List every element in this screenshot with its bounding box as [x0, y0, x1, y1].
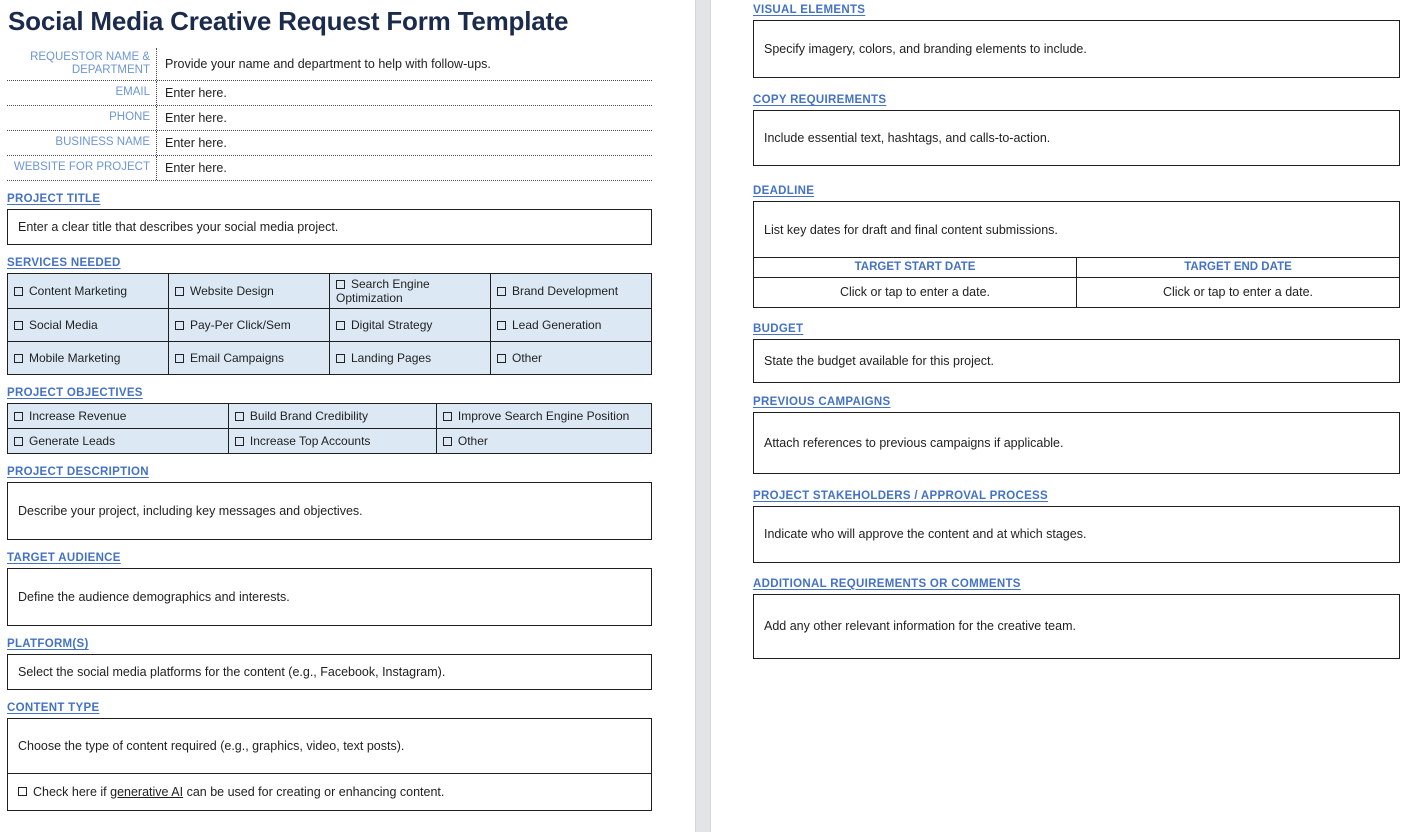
- target-end-date-header: TARGET END DATE: [1077, 257, 1400, 277]
- checkbox-icon[interactable]: [497, 321, 506, 330]
- additional-requirements-heading: ADDITIONAL REQUIREMENTS OR COMMENTS: [753, 577, 1021, 590]
- service-cell-digital-strategy[interactable]: [330, 309, 491, 342]
- checkbox-label: Content Marketing: [29, 284, 128, 298]
- requestor-info-table: [7, 48, 652, 181]
- table-row: [8, 309, 652, 342]
- copy-requirements-field[interactable]: Include essential text, hashtags, and calls-to-action.: [753, 110, 1400, 166]
- budget-field[interactable]: State the budget available for this project.: [753, 339, 1400, 383]
- platforms-heading: PLATFORM(S): [7, 638, 89, 650]
- project-description-field[interactable]: Describe your project, including key messages and objectives.: [7, 482, 652, 540]
- checkbox-icon[interactable]: [14, 354, 23, 363]
- copy-requirements-heading: COPY REQUIREMENTS: [753, 94, 887, 106]
- checkbox-icon[interactable]: [336, 280, 345, 289]
- objective-cell-other[interactable]: [436, 429, 651, 454]
- checkbox-label: Improve Search Engine Position: [457, 409, 630, 423]
- service-cell-seo[interactable]: [330, 274, 491, 309]
- content-type-heading: CONTENT TYPE: [7, 702, 100, 714]
- checkbox-label: Website Design: [190, 284, 274, 298]
- email-label: EMAIL: [7, 81, 157, 105]
- checkbox-icon[interactable]: [175, 354, 184, 363]
- stakeholders-heading: PROJECT STAKEHOLDERS / APPROVAL PROCESS: [753, 489, 1048, 502]
- checkbox-icon[interactable]: [235, 412, 244, 421]
- additional-requirements-section: [753, 578, 1400, 659]
- checkbox-label: Brand Development: [512, 284, 619, 298]
- page-two: [711, 0, 1410, 832]
- project-title-field[interactable]: Enter a clear title that describes your social media project.: [7, 209, 652, 245]
- target-audience-section: [7, 552, 652, 626]
- stakeholders-section: [753, 490, 1400, 563]
- deadline-section: [753, 185, 1400, 308]
- checkbox-label: Landing Pages: [351, 351, 432, 365]
- checkbox-label: Other: [512, 351, 543, 365]
- checkbox-label: Email Campaigns: [190, 351, 285, 365]
- objective-cell-generate-leads[interactable]: [8, 429, 229, 454]
- project-objectives-section: [7, 387, 652, 454]
- checkbox-icon[interactable]: [14, 287, 23, 296]
- platforms-section: [7, 638, 652, 690]
- service-cell-content-marketing[interactable]: [8, 274, 169, 309]
- phone-field[interactable]: Enter here.: [165, 111, 227, 125]
- website-field[interactable]: Enter here.: [165, 161, 227, 175]
- target-start-date-header: TARGET START DATE: [754, 257, 1077, 277]
- checkbox-label: Social Media: [29, 318, 98, 332]
- checkbox-label: Other: [457, 434, 488, 448]
- checkbox-icon[interactable]: [443, 412, 452, 421]
- email-field[interactable]: Enter here.: [165, 86, 227, 100]
- checkbox-icon[interactable]: [497, 287, 506, 296]
- deadline-heading: DEADLINE: [753, 185, 815, 197]
- checkbox-label: Pay-Per Click/Sem: [190, 318, 291, 332]
- checkbox-label: Generate Leads: [29, 434, 116, 448]
- copy-requirements-section: [753, 94, 1400, 166]
- visual-elements-heading: VISUAL ELEMENTS: [753, 4, 866, 16]
- checkbox-icon[interactable]: [175, 287, 184, 296]
- objective-cell-increase-revenue[interactable]: [8, 404, 229, 429]
- target-audience-field[interactable]: Define the audience demographics and interests.: [7, 568, 652, 626]
- project-title-heading: PROJECT TITLE: [7, 193, 101, 205]
- table-row: [754, 277, 1400, 307]
- checkbox-label: Digital Strategy: [351, 318, 433, 332]
- page-title: Social Media Creative Request Form Template: [8, 6, 569, 36]
- checkbox-icon[interactable]: [443, 437, 452, 446]
- additional-requirements-field[interactable]: Add any other relevant information for the creative team.: [753, 594, 1400, 659]
- service-cell-mobile-marketing[interactable]: [8, 342, 169, 375]
- stakeholders-field[interactable]: Indicate who will approve the content and at which stages.: [753, 506, 1400, 563]
- table-row: [7, 106, 652, 131]
- project-objectives-table: [7, 403, 652, 454]
- business-name-field[interactable]: Enter here.: [165, 136, 227, 150]
- table-row: [8, 274, 652, 309]
- service-cell-other[interactable]: [491, 342, 652, 375]
- service-cell-website-design[interactable]: [169, 274, 330, 309]
- project-description-section: [7, 466, 652, 540]
- table-row: [8, 429, 652, 454]
- table-row: [7, 131, 652, 156]
- table-row: [8, 342, 652, 375]
- target-audience-heading: TARGET AUDIENCE: [7, 552, 121, 564]
- generative-ai-link[interactable]: generative AI: [110, 784, 184, 799]
- checkbox-icon[interactable]: [336, 354, 345, 363]
- generative-ai-checkbox-row[interactable]: [7, 773, 652, 811]
- checkbox-icon[interactable]: [497, 354, 506, 363]
- checkbox-label: Increase Top Accounts: [249, 434, 371, 448]
- checkbox-icon[interactable]: [18, 787, 27, 796]
- project-objectives-heading: PROJECT OBJECTIVES: [7, 387, 143, 399]
- service-cell-ppc-sem[interactable]: [169, 309, 330, 342]
- checkbox-icon[interactable]: [235, 437, 244, 446]
- budget-heading: BUDGET: [753, 322, 804, 335]
- content-type-field[interactable]: Choose the type of content required (e.g., graphics, video, text posts).: [7, 718, 652, 774]
- services-needed-table: [7, 273, 652, 375]
- page-one: [0, 0, 695, 832]
- service-cell-brand-development[interactable]: [491, 274, 652, 309]
- phone-label: PHONE: [7, 106, 157, 130]
- services-needed-section: [7, 257, 652, 375]
- requestor-name-field[interactable]: Provide your name and department to help with follow-ups.: [165, 57, 491, 71]
- checkbox-label: Build Brand Credibility: [249, 409, 368, 423]
- visual-elements-field[interactable]: Specify imagery, colors, and branding elements to include.: [753, 20, 1400, 78]
- table-row: [8, 404, 652, 429]
- visual-elements-section: [753, 4, 1400, 78]
- objective-cell-search-position[interactable]: [436, 404, 651, 429]
- table-row: [7, 48, 652, 81]
- checkbox-icon[interactable]: [14, 437, 23, 446]
- checkbox-icon[interactable]: [175, 321, 184, 330]
- table-row: [7, 156, 652, 181]
- target-end-date-picker[interactable]: Click or tap to enter a date.: [1077, 277, 1400, 307]
- target-start-date-picker[interactable]: Click or tap to enter a date.: [754, 277, 1077, 307]
- project-description-heading: PROJECT DESCRIPTION: [7, 466, 149, 478]
- checkbox-label: Increase Revenue: [29, 409, 127, 423]
- checkbox-label: Lead Generation: [512, 318, 602, 332]
- website-label: WEBSITE FOR PROJECT: [7, 156, 157, 180]
- previous-campaigns-heading: PREVIOUS CAMPAIGNS: [753, 395, 891, 408]
- table-row: [754, 257, 1400, 277]
- page-gap-divider: [695, 0, 711, 832]
- previous-campaigns-field[interactable]: Attach references to previous campaigns if applicable.: [753, 412, 1400, 474]
- checkbox-icon[interactable]: [336, 321, 345, 330]
- service-cell-landing-pages[interactable]: [330, 342, 491, 375]
- budget-section: [753, 323, 1400, 383]
- ai-checkbox-text: Check here if generative AI can be used for creating or enhancing content.: [33, 784, 445, 799]
- service-cell-email-campaigns[interactable]: [169, 342, 330, 375]
- checkbox-label: Search Engine Optimization: [336, 277, 430, 305]
- content-type-section: [7, 702, 652, 811]
- previous-campaigns-section: [753, 396, 1400, 474]
- service-cell-social-media[interactable]: [8, 309, 169, 342]
- services-needed-heading: SERVICES NEEDED: [7, 257, 121, 269]
- deadline-field[interactable]: List key dates for draft and final content submissions.: [753, 201, 1400, 258]
- checkbox-icon[interactable]: [14, 321, 23, 330]
- service-cell-lead-generation[interactable]: [491, 309, 652, 342]
- checkbox-icon[interactable]: [14, 412, 23, 421]
- objective-cell-top-accounts[interactable]: [228, 429, 436, 454]
- table-row: [7, 81, 652, 106]
- platforms-field[interactable]: Select the social media platforms for the content (e.g., Facebook, Instagram).: [7, 654, 652, 690]
- deadline-dates-table: [753, 257, 1400, 308]
- objective-cell-brand-credibility[interactable]: [228, 404, 436, 429]
- business-name-label: BUSINESS NAME: [7, 131, 157, 155]
- project-title-section: [7, 193, 652, 245]
- requestor-name-label: REQUESTOR NAME & DEPARTMENT: [7, 48, 157, 80]
- checkbox-label: Mobile Marketing: [29, 351, 121, 365]
